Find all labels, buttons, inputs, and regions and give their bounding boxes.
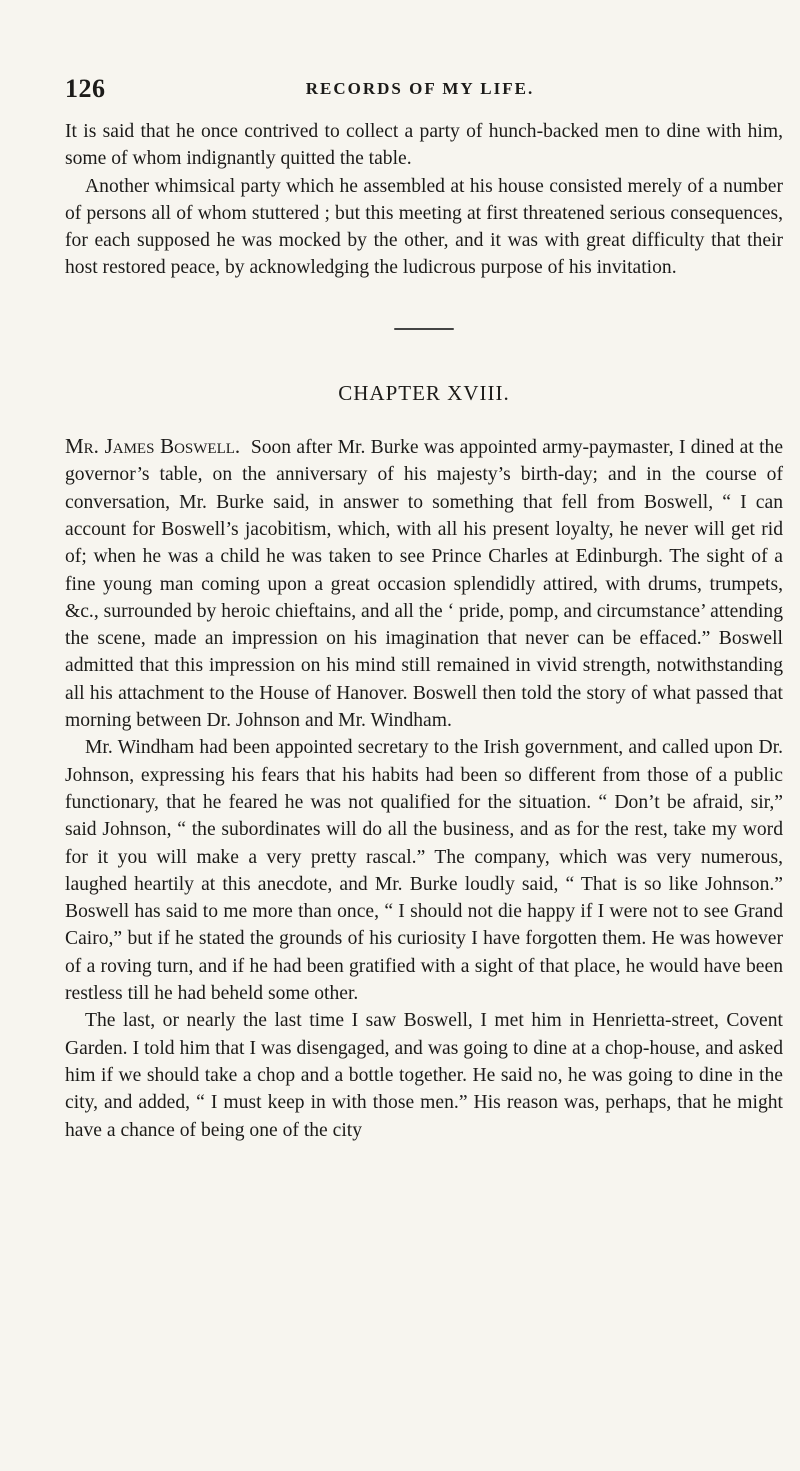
paragraph-hunchbacked-party: It is said that he once contrived to collect a party of hunch-backed men to dine with him, some of whom indignantly quitted the table. [65, 121, 783, 170]
page-number: 126 [65, 74, 106, 103]
page-header [65, 74, 775, 114]
paragraph-last-meeting: The last, or nearly the last time I saw Boswell, I met him in Henrietta-street, Covent Garden. I told him that I was disengaged, and was going to dine at a chop-house, and asked him if we should take a chop and a bottle together. He said no, he was going to dine in the city, and added, “ I must keep in with those men.” His reason was, perhaps, that he might have a chance of being one of the city [65, 1010, 783, 1141]
chapter-first-paragraph [65, 433, 783, 734]
chapter-first-paragraph-text: Soon after Mr. Burke was appointed army-paymaster, I dined at the governor’s table, on the anniversary of his majesty’s birth-day; and in the course of conversation, Mr. Burke said, in answer to something that fell from Boswell, “ I can account for Boswell’s jacobitism, which, with all his present loyalty, he never will get rid of; when he was a child he was taken to see Prince Charles at Edinburgh. The sight of a fine young man coming upon a great occasion splendidly attired, with drums, trumpets, &c., surrounded by heroic chieftains, and all the ‘ pride, pomp, and circumstance’ attending the scene, made an impression on his imagination that never can be effaced.” Boswell admitted that this impression on his mind still remained in vivid strength, notwithstanding all his attachment to the House of Hanover. Boswell then told the story of what passed that morning between Dr. Johnson and Mr. Windham. [65, 437, 784, 732]
body-text [65, 118, 783, 1144]
paragraph-windham: Mr. Windham had been appointed secretary to the Irish government, and called upon Dr. Johnson, expressing his fears that his habits had been so different from those of a public functionary, that he feared he was not qualified for the situation. “ Don’t be afraid, sir,” said Johnson, “ the subordinates will do all the business, and as for the rest, take my word for it you will make a very pretty rascal.” The company, which was very numerous, laughed heartily at this anecdote, and Mr. Burke loudly said, “ That is so like Johnson.” Boswell has said to me more than once, “ I should not die happy if I were not to see Grand Cairo,” but if he stated the grounds of his curiosity I have forgotten them. He was however of a roving turn, and if he had been gratified with a sight of that place, he would have been restless till he had beheld some other. [65, 737, 783, 1005]
chapter-heading: CHAPTER XVIII. [338, 380, 510, 405]
section-divider [394, 328, 454, 330]
paragraph-stutterers-party: Another whimsical party which he assembled at his house consisted merely of a number of persons all of whom stuttered ; but this meeting at first threatened serious consequences, for each supposed he was mocked by the other, and it was with great difficulty that their host restored peace, by acknowledging the ludicrous purpose of his invitation. [65, 175, 783, 279]
running-head: RECORDS OF MY LIFE. [305, 79, 535, 98]
chapter-lead-in: Mr. James Boswell. [65, 434, 241, 459]
